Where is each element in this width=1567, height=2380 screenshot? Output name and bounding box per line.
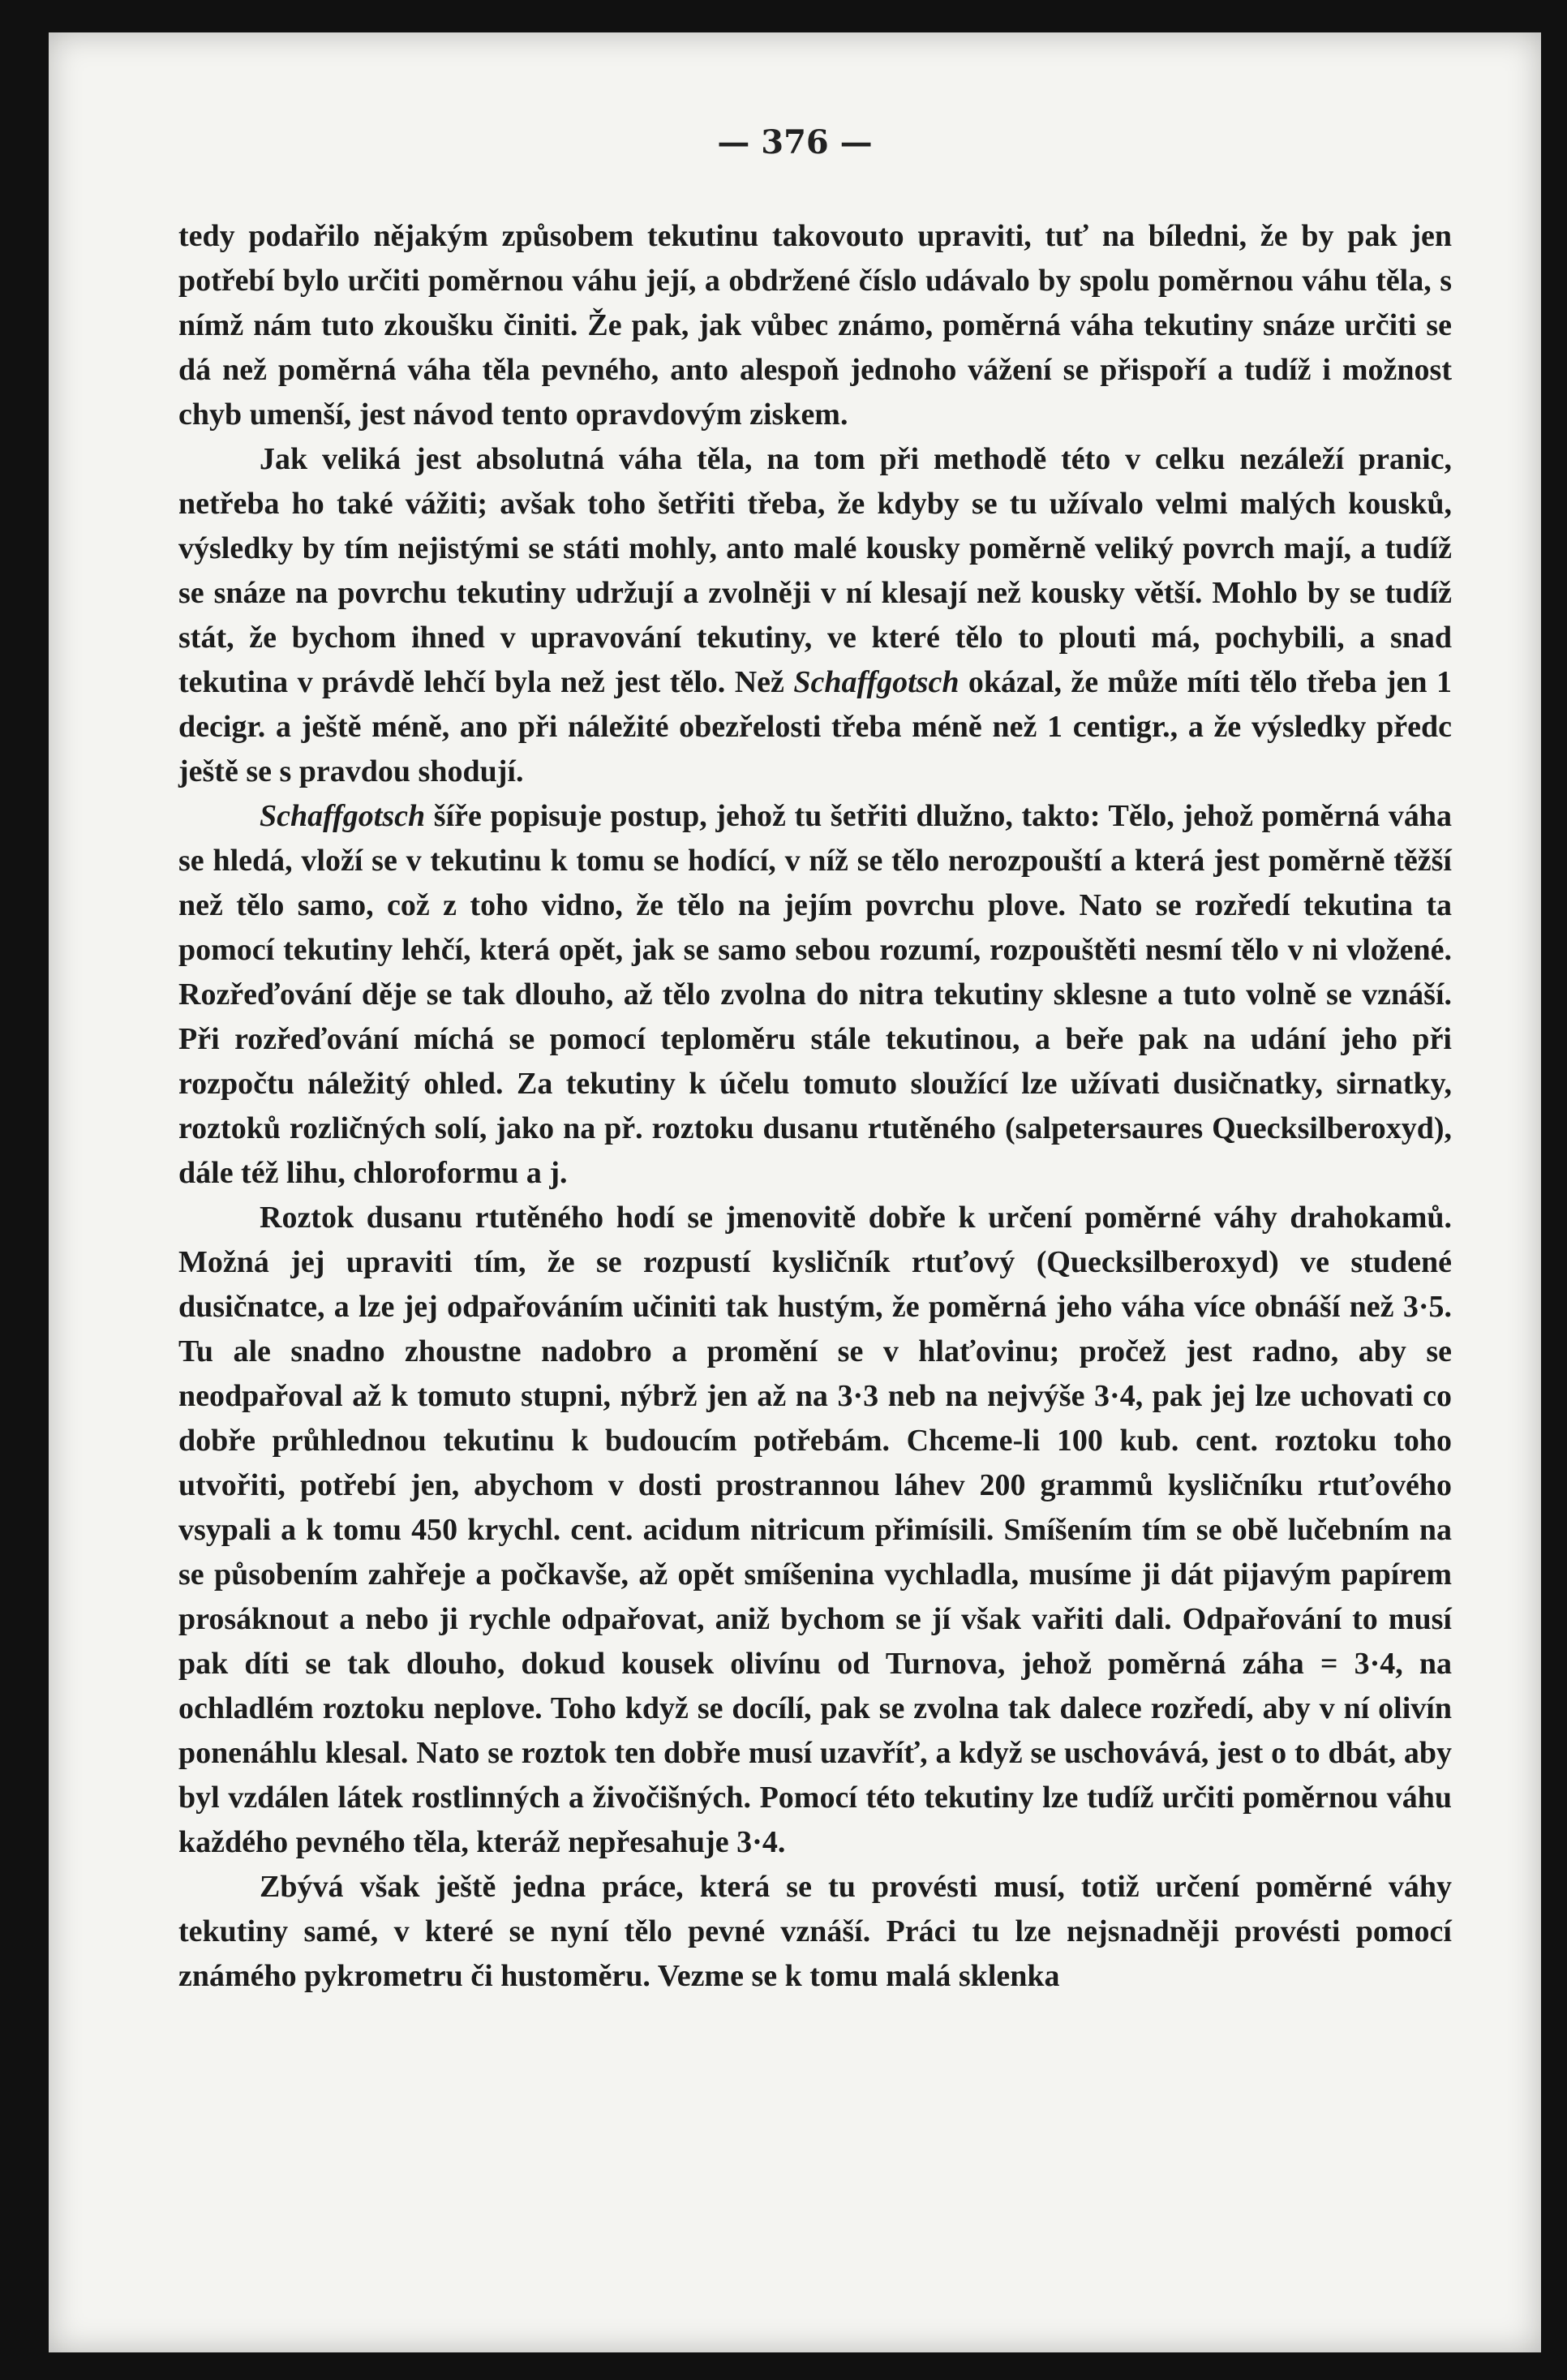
paragraph [178,214,1452,437]
paragraph-text: Jak veliká jest absolutná váha těla, na tom při methodě této v celku nezáleží pranic, netřeba ho také vážiti; avšak toho šetřiti třeba, že kdyby se tu užívalo velmi malých kousků, výsledky by tím nejistými se státi mohly, anto malé kousky poměrně veliký povrch mají, a tudíž se snáze na povrchu tekutiny udržují a zvolněji v ní klesají než kousky větší. Mohlo by se tudíž stát, že bychom ihned v upravování tekutiny, ve které tělo to plouti má, pochybili, a snad tekutina v právdě lehčí byla než jest tělo. Než [178,442,1452,699]
page-number: — 376 — [717,123,873,161]
paragraph-text: okázal, že může míti tělo třeba jen 1 decigr. a ještě méně, ano při náležité obezřelosti třeba méně než 1 centigr., a že výsledky předc ještě se s pravdou shodují. [178,665,1452,788]
paragraph-text: tedy podařilo nějakým způsobem tekutinu takovouto upraviti, tuť na bíledni, že by pak jen potřebí bylo určiti poměrnou váhu její, a obdržené číslo udávalo by spolu poměrnou váhu těla, s nímž nám tuto zkoušku činiti. Že pak, jak vůbec známo, poměrná váha tekutiny snáze určiti se dá než poměrná váha těla pevného, anto alespoň jednoho vážení se přispoří a tudíž i možnost chyb umenší, jest návod tento opravdovým ziskem. [178,219,1452,432]
book-page [49,32,1541,2352]
paragraph [178,437,1452,794]
paragraph [178,1865,1452,1999]
italic-name: Schaffgotsch [793,665,960,699]
paragraph-text: Zbývá však ještě jedna práce, která se tu provésti musí, totiž určení poměrné váhy tekutiny samé, v které se nyní tělo pevné vznáší. Práci tu lze nejsnadněji provésti pomocí známého pykrometru či hustoměru. Vezme se k tomu malá sklenka [178,1870,1452,1993]
paragraph [178,1196,1452,1865]
paragraph-text: šíře popisuje postup, jehož tu šetřiti dlužno, takto: Tělo, jehož poměrná váha se hledá, vloží se v tekutinu k tomu se hodící, v níž se tělo nerozpouští a která jest poměrně těžší než tělo samo, což z toho vidno, že tělo na jejím povrchu plove. Nato se rozředí tekutina ta pomocí tekutiny lehčí, která opět, jak se samo sebou rozumí, rozpouštěti nesmí tělo v ni vložené. Rozřeďování děje se tak dlouho, až tělo zvolna do nitra tekutiny sklesne a tuto volně se vznáší. Při rozřeďování míchá se pomocí teploměru stále tekutinou, a beře pak na udání jeho při rozpočtu náležitý ohled. Za tekutiny k účelu tomuto sloužící lze užívati dusičnatky, sirnatky, roztoků rozličných solí, jako na př. roztoku dusanu rtutěného (salpetersaures Quecksilberoxyd), dále též lihu, chloroformu a j. [178,799,1452,1190]
paragraph [178,794,1452,1196]
paragraph-text: Roztok dusanu rtutěného hodí se jmenovitě dobře k určení poměrné váhy drahokamů. Možná jej upraviti tím, že se rozpustí kysličník rtuťový (Quecksilberoxyd) ve studené dusičnatce, a lze jej odpařováním učiniti tak hustým, že poměrná jeho váha více obnáší než 3·5. Tu ale snadno zhoustne nadobro a promění se v hlaťovinu; pročež jest radno, aby se neodpařoval až k tomuto stupni, nýbrž jen až na 3·3 neb na nejvýše 3·4, pak jej lze uchovati co dobře průhlednou tekutinu k budoucím potřebám. Chceme-li 100 kub. cent. roztoku toho utvořiti, potřebí jen, abychom v dosti prostrannou láhev 200 grammů kysličníku rtuťového vsypali a k tomu 450 krychl. cent. acidum nitricum přimísili. Smíšením tím se obě lučebním na se působením zahřeje a počkavše, až opět smíšenina vychladla, musíme ji dát pijavým papírem prosáknout a nebo ji rychle odpařovat, aniž bychom se jí však vařiti dali. Odpařování to musí pak díti se tak dlouho, dokud kousek olivínu od Turnova, jehož poměrná záha = 3·4, na ochladlém roztoku neplove. Toho když se docílí, pak se zvolna tak dalece rozředí, aby v ní olivín ponenáhlu klesal. Nato se roztok ten dobře musí uzavříť, a když se uschovává, jest o to dbát, aby byl vzdálen látek rostlinných a živočišných. Pomocí této tekutiny lze tudíž určiti poměrnou váhu každého pevného těla, kteráž nepřesahuje 3·4. [178,1201,1452,1859]
body-text [178,214,1452,1999]
italic-name: Schaffgotsch [260,799,426,833]
